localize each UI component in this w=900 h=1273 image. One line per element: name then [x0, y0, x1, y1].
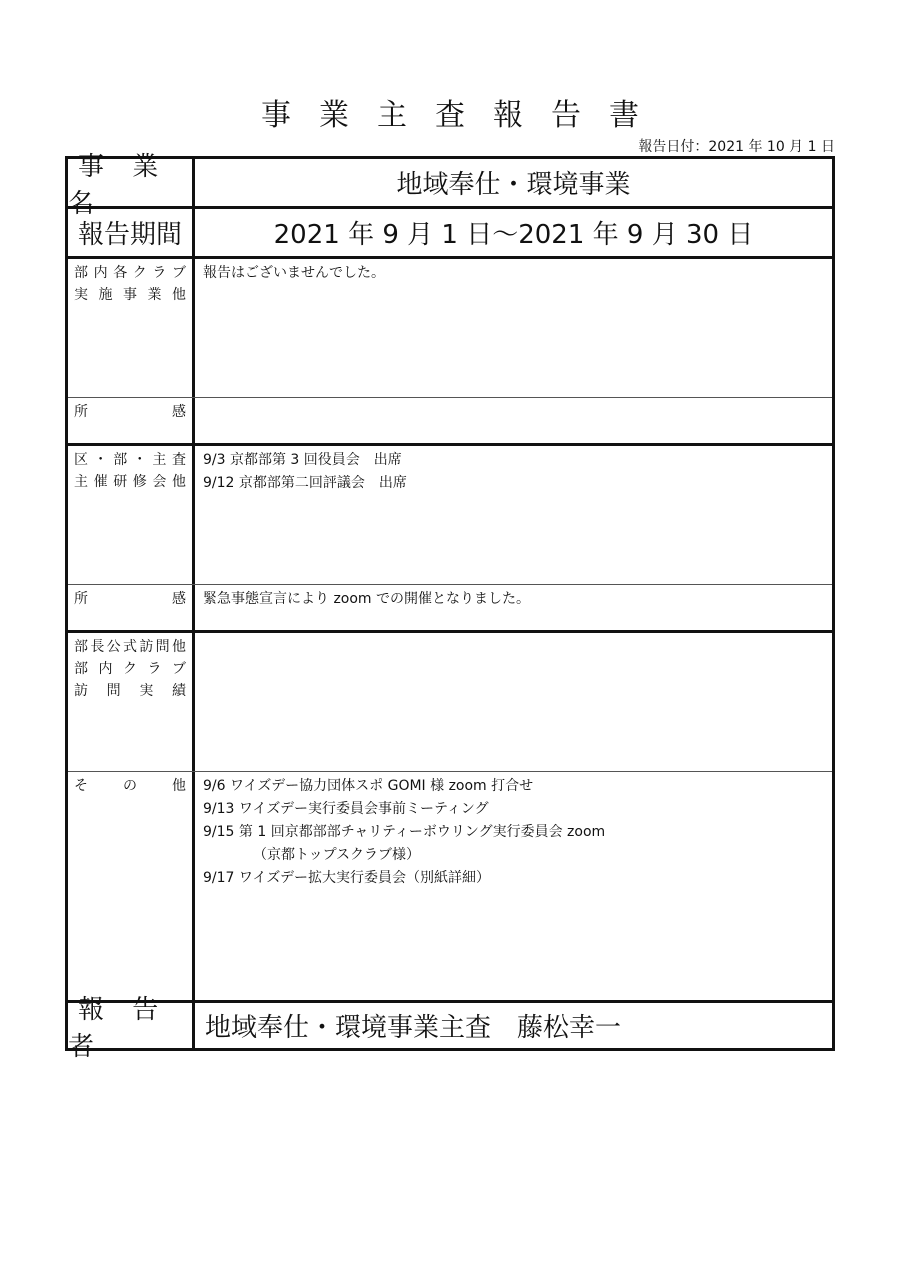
content-line: 9/6 ワイズデー協力団体スポ GOMI 様 zoom 打合せ [203, 778, 534, 794]
content-line: 9/17 ワイズデー拡大実行委員会（別紙詳細） [203, 870, 491, 886]
impression-content-1 [195, 398, 832, 443]
content-line: 9/12 京都部第二回評議会 出席 [203, 475, 407, 491]
report-date: 報告日付：2021 年 10 月 1 日 [638, 139, 835, 155]
content-line: 9/13 ワイズデー実行委員会事前ミーティング [203, 801, 489, 817]
impression-label-2: 所 感 [68, 585, 195, 630]
label-line: 区・部・主査 [74, 452, 186, 468]
label-line: 主催研修会他 [74, 474, 186, 490]
content-line: 報告はございませんでした。 [203, 265, 385, 281]
content-line: （京都トップスクラブ様） [253, 847, 421, 863]
reporter-label: 報 告 者 [68, 1003, 195, 1048]
district-events-content [195, 446, 832, 584]
business-value: 地域奉仕・環境事業 [396, 170, 631, 200]
label-line: 部内各クラブ [74, 265, 186, 281]
reporter-row [68, 994, 832, 1062]
district-events-label [68, 446, 195, 584]
report-form [65, 151, 835, 1062]
label-line: 実施事業他 [74, 287, 186, 303]
content-line: 9/3 京都部第 3 回役員会 出席 [203, 452, 402, 468]
content-line: 緊急事態宣言により zoom での開催となりました。 [203, 591, 531, 607]
district-events-row [68, 446, 832, 585]
impression-row-1 [68, 398, 832, 446]
business-row [68, 151, 832, 219]
impression-label-1: 所 感 [68, 398, 195, 443]
period-label: 報告期間 [68, 209, 195, 256]
other-content [195, 772, 832, 1000]
club-activities-content [195, 259, 832, 397]
other-row [68, 772, 832, 1003]
other-label: そ の 他 [68, 772, 195, 1000]
club-activities-label [68, 259, 195, 397]
label-line: 訪問実績 [74, 683, 186, 699]
label-line: 部長公式訪問他 [74, 639, 186, 655]
impression-row-2 [68, 585, 832, 633]
business-label: 事 業 名 [68, 159, 195, 206]
visits-label [68, 633, 195, 771]
impression-content-2 [195, 585, 832, 630]
reporter-value: 地域奉仕・環境事業主査 藤松幸一 [205, 1013, 622, 1043]
visits-content [195, 633, 832, 771]
club-activities-row [68, 259, 832, 398]
visits-row [68, 633, 832, 772]
content-line: 9/15 第 1 回京都部部チャリティーボウリング実行委員会 zoom [203, 824, 606, 840]
label-line: 部内クラブ [74, 661, 186, 677]
period-row [68, 209, 832, 259]
document-title: 事業主査報告書 [261, 98, 667, 133]
period-value: 2021 年 9 月 1 日～2021 年 9 月 30 日 [273, 220, 754, 250]
